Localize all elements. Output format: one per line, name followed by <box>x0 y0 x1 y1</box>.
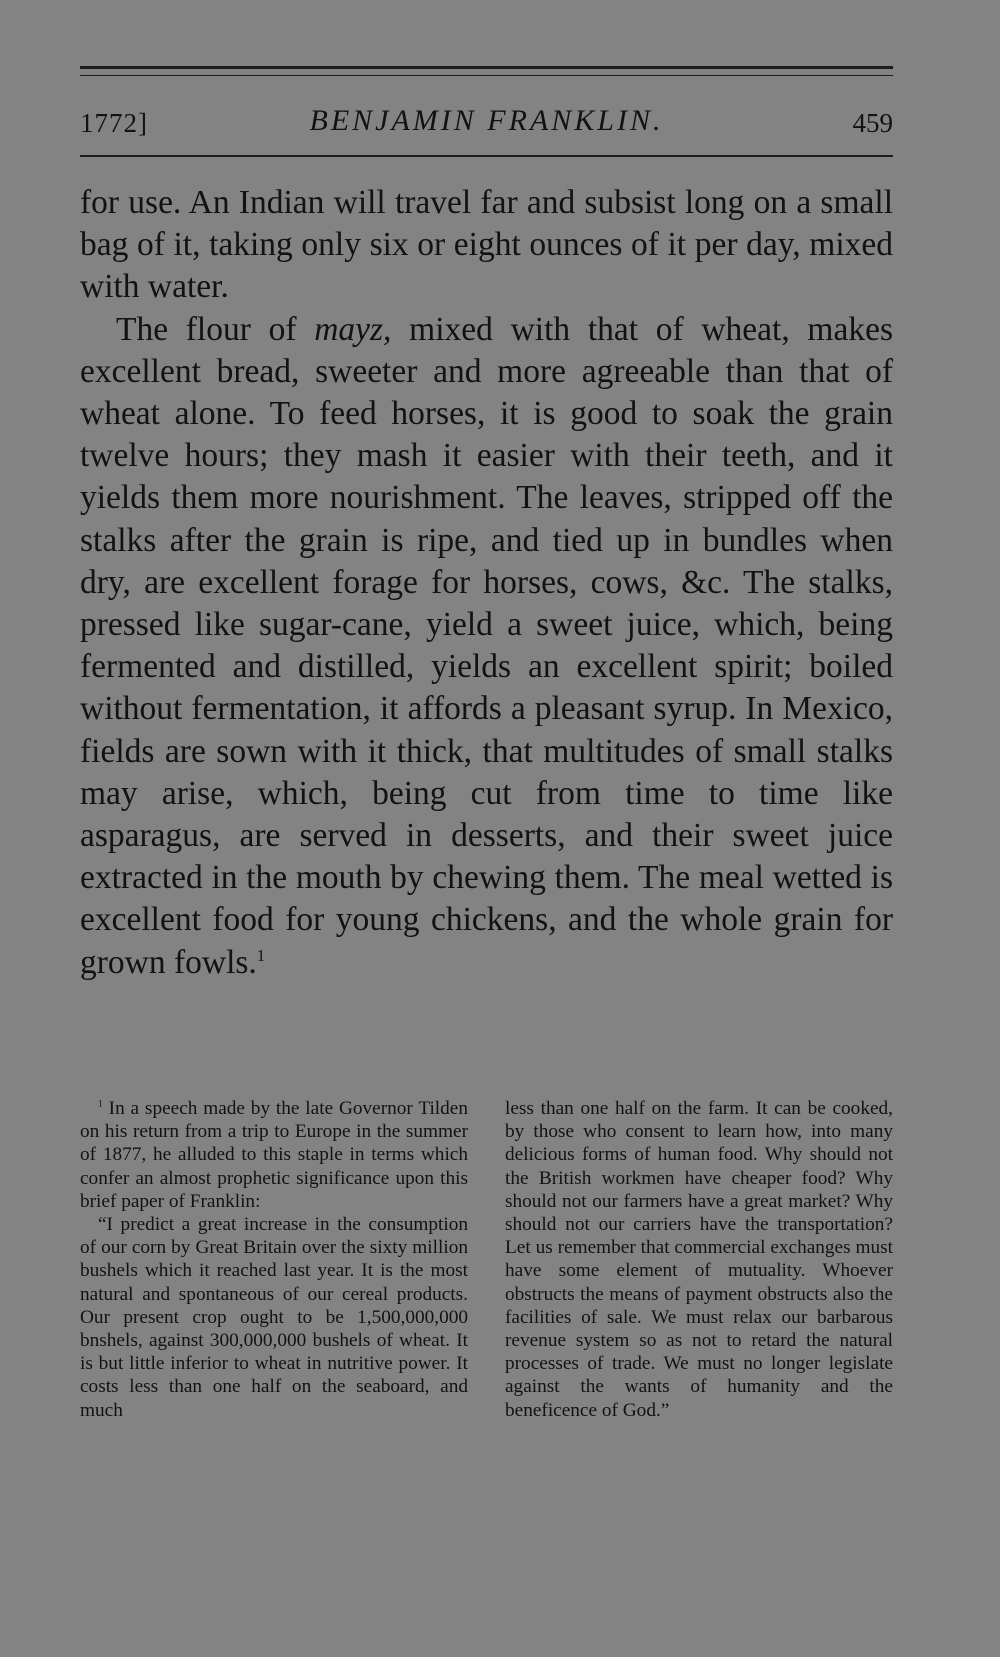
footnote-column-left <box>80 1097 468 1422</box>
running-head-date: 1772] <box>80 108 148 138</box>
footnote-marker: 1 <box>98 1098 103 1110</box>
paragraph-2-rest: mixed with that of wheat, makes excellent bread, sweeter and more agreeable than that of wheat alone. To feed horses, it is good to soak the grain twelve hours; they mash it easier with their teeth, and it yields them more nourishment. The leaves, stripped off the stalks after the grain is ripe, and tied up in bundles when dry, are excellent forage for horses, cows, &c. The stalks, pressed like sugar-cane, yield a sweet juice, which, being fermented and distilled, yields an excellent spirit; boiled without fermentation, it affords a pleasant syrup. In Mexico, fields are sown with it thick, that multitudes of small stalks may arise, which, being cut from time to time like asparagus, are served in desserts, and their sweet juice extracted in the mouth by chewing them. The meal wetted is excellent food for young chickens, and the whole grain for grown fowls. <box>80 310 893 981</box>
paragraph-2 <box>80 309 893 984</box>
top-rule <box>80 66 893 69</box>
footnote-column-right <box>505 1097 893 1422</box>
italic-term: mayz, <box>314 310 392 348</box>
running-head <box>80 100 893 144</box>
footnote-reference: 1 <box>256 945 266 965</box>
footnote-intro <box>80 1097 468 1213</box>
top-rule-thin <box>80 75 893 76</box>
main-text <box>80 182 893 984</box>
header-rule <box>80 155 893 157</box>
running-head-title: BENJAMIN FRANKLIN. <box>309 104 664 137</box>
footnote-quote-right: less than one half on the farm. It can be cooked, by those who consent to learn how, into many delicious forms of human food. Why should not the British workmen have cheaper food? Why should not our farmers have a great market? Why should not our carriers have the transportation? Let us remember that commercial exchanges must have some element of mutuality. Whoever obstructs the means of payment obstructs also the facilities of sale. We must relax our barbarous revenue system so as not to retard the natural processes of trade. We must no longer legislate against the wants of humanity and the beneficence of God.” <box>505 1098 893 1421</box>
paragraph-2-start: The flour of <box>116 310 297 348</box>
footnote-intro-text: In a speech made by the late Governor Tilden on his return from a trip to Europe in the summer of 1877, he alluded to this staple in terms which confer an almost prophetic significance upon this brief paper of Franklin: <box>80 1098 468 1212</box>
footnote-quote-left: “I predict a great increase in the consumption of our corn by Great Britain over the sixty million bushels which it reached last year. It is the most natural and spontaneous of our cereal products. Our present crop ought to be 1,500,000,000 bnshels, against 300,000,000 bushels of wheat. It is but little inferior to wheat in nutritive power. It costs less than one half on the seaboard, and much <box>80 1214 468 1421</box>
footnotes <box>80 1097 893 1422</box>
paragraph-1: for use. An Indian will travel far and subsist long on a small bag of it, taking only six or eight ounces of it per day, mixed with water. <box>80 184 893 306</box>
page-number: 459 <box>852 108 893 138</box>
